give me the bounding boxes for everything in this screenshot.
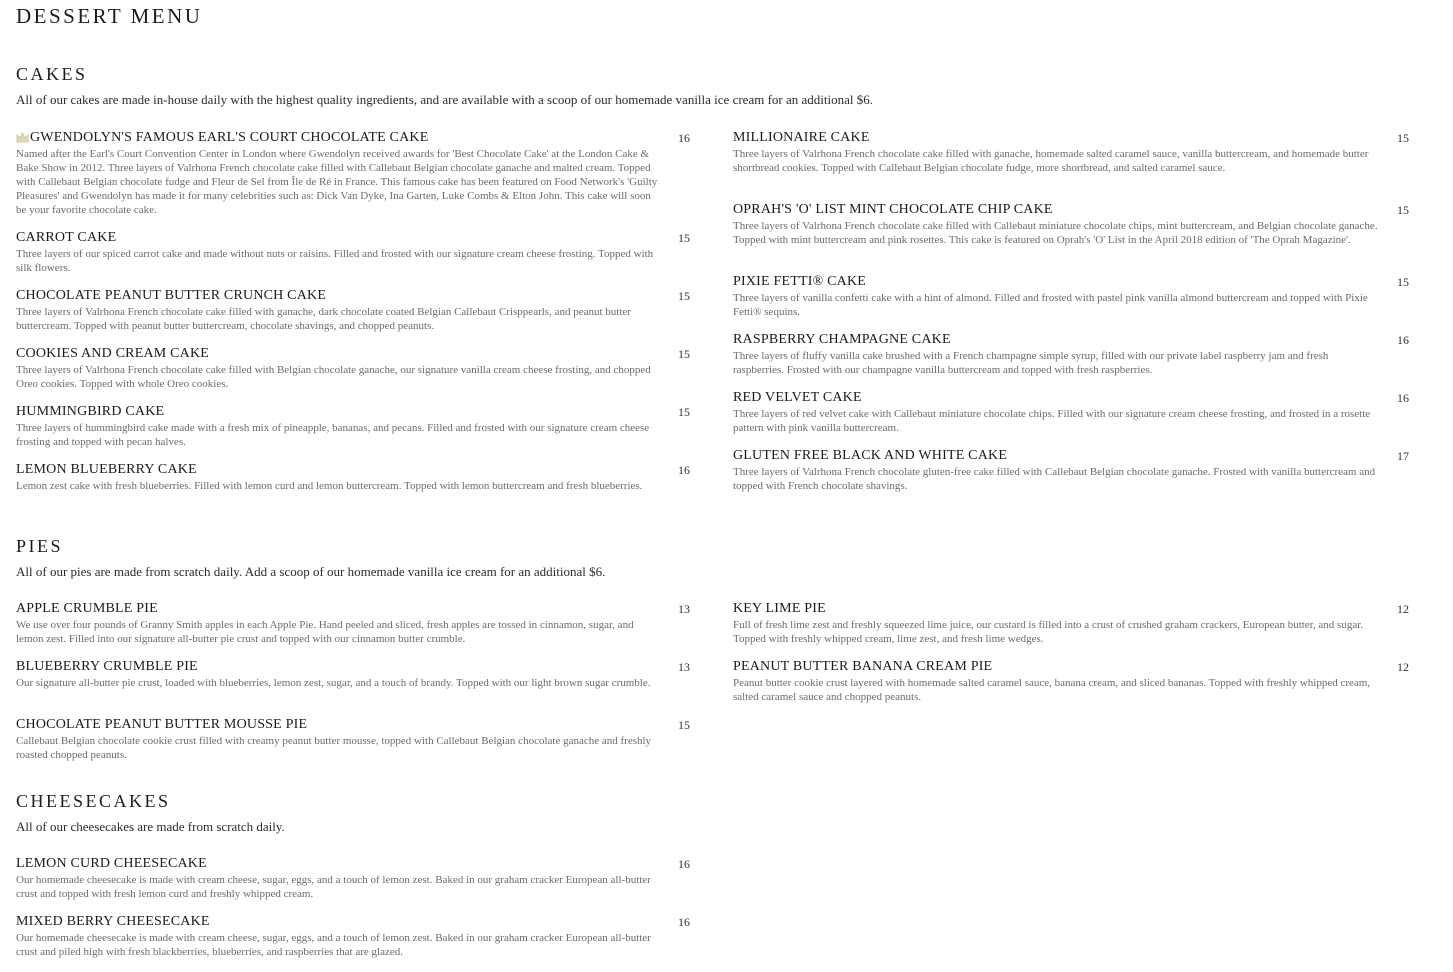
item-name: PEANUT BUTTER BANANA CREAM PIE [733,659,993,674]
crown-icon [16,132,29,144]
item-price: 15 [678,718,690,732]
item-price: 15 [1397,275,1409,289]
item-name: CHOCOLATE PEANUT BUTTER CRUNCH CAKE [16,288,327,303]
item-price: 16 [1397,391,1409,405]
section-intro-pies: All of our pies are made from scratch daily. Add a scoop of our homemade vanilla ice cream for an additional $6. [16,564,606,579]
item-description: Lemon zest cake with fresh blueberries. Filled with lemon curd and lemon buttercream. Topped with lemon buttercream and fresh blueberries. [16,480,643,492]
item-price: 13 [678,660,690,674]
section-intro-cheesecakes: All of our cheesecakes are made from scratch daily. [16,819,285,834]
menu-item [16,288,690,333]
menu-item [16,346,690,391]
item-description: Named after the Earl's Court Convention Center in London where Gwendolyn received awards for 'Best Chocolate Cake' at the London Cake & Bake Show in 2012. Three layers of Valrhona French chocolate cake filled with Callebaut Belgian chocolate ganache and malted cream. Topped with Callebaut Belgian chocolate fudge and Fleur de Sel from Île de Ré in France. This famous cake has been featured on Food Network's 'Guilty Pleasures' and Gwendolyn has made it for many celebrities such as: Dick Van Dyke, Ina Garten, Luke Combs & Elton John. This cake will soon be your favorite chocolate cake. [16,148,658,216]
item-name: HUMMINGBIRD CAKE [16,404,165,419]
item-description: Our signature all-butter pie crust, loaded with blueberries, lemon zest, sugar, and a touch of brandy. Topped with our light brown sugar crumble. [16,677,651,689]
item-price: 15 [678,405,690,419]
item-price: 17 [1397,449,1409,463]
item-name: CHOCOLATE PEANUT BUTTER MOUSSE PIE [16,717,308,732]
menu-item [733,332,1409,377]
menu-item [733,448,1409,493]
section-title-pies: PIES [16,536,64,556]
item-name: CARROT CAKE [16,230,117,245]
menu-item [16,404,690,449]
item-name: LEMON BLUEBERRY CAKE [16,462,197,477]
item-name: GWENDOLYN'S FAMOUS EARL'S COURT CHOCOLATE CAKE [30,130,429,145]
item-price: 15 [678,347,690,361]
item-name: MIXED BERRY CHEESECAKE [16,914,210,929]
item-price: 16 [678,857,690,871]
section-title-cheesecakes: CHEESECAKES [16,791,171,811]
item-description: Three layers of Valrhona French chocolate cake filled with ganache, homemade salted caramel sauce, vanilla buttercream, and homemade butter shortbread cookies. Topped with Callebaut Belgian chocolate fudge, more shortbread, and salted caramel sauce. [733,148,1369,174]
item-price: 12 [1397,602,1409,616]
item-description: We use over four pounds of Granny Smith apples in each Apple Pie. Hand peeled and sliced, fresh apples are tossed in cinnamon, sugar, and lemon zest. Filled into our signature all-butter pie crust and topped with our cinnamon butter crumble. [16,619,634,645]
item-description: Three layers of vanilla confetti cake with a hint of almond. Filled and frosted with pastel pink vanilla almond buttercream and topped with Pixie Fetti® sequins. [733,292,1368,318]
menu-item [16,717,690,762]
menu-item [16,230,690,275]
item-name: RED VELVET CAKE [733,390,862,405]
item-description: Our homemade cheesecake is made with cream cheese, sugar, eggs, and a touch of lemon zest. Baked in our graham cracker European all-butter crust and piled high with fresh blackberries, blueberries, and raspberries that are glazed. [16,932,651,958]
item-name: APPLE CRUMBLE PIE [16,601,158,616]
item-name: MILLIONAIRE CAKE [733,130,870,145]
item-description: Three layers of Valrhona French chocolate gluten-free cake filled with Callebaut Belgian chocolate ganache. Frosted with vanilla buttercream and topped with French chocolate shavings. [733,466,1376,492]
menu-item [16,914,690,959]
menu-item [733,601,1409,646]
menu-item [733,130,1409,175]
item-price: 15 [1397,131,1409,145]
item-name: COOKIES AND CREAM CAKE [16,346,210,361]
menu-item [16,856,690,901]
item-name: BLUEBERRY CRUMBLE PIE [16,659,198,674]
item-description: Three layers of fluffy vanilla cake brushed with a French champagne simple syrup, filled with our private label raspberry jam and fresh raspberries. Frosted with our champagne vanilla buttercream and topped with fresh raspberries. [733,350,1329,376]
item-price: 15 [678,231,690,245]
item-description: Three layers of Valrhona French chocolate cake filled with ganache, dark chocolate coated Belgian Callebaut Crisppearls, and peanut butter buttercream. Topped with peanut butter buttercream, chocolate shavings, and chopped peanuts. [16,306,631,332]
item-price: 15 [678,289,690,303]
menu-item [16,601,690,646]
section-title-cakes: CAKES [16,64,88,84]
item-price: 16 [678,131,690,145]
item-description: Three layers of Valrhona French chocolate cake filled with Belgian chocolate ganache, our signature vanilla cream cheese frosting, and chopped Oreo cookies. Topped with whole Oreo cookies. [16,364,651,390]
item-description: Three layers of Valrhona French chocolate cake filled with Callebaut miniature chocolate chips, mint buttercream, and Belgian chocolate ganache. Topped with mint buttercream and pink rosettes. This cake is featured on Oprah's 'O' List in the April 2018 edition of 'The Oprah Magazine'. [733,220,1378,246]
item-description: Callebaut Belgian chocolate cookie crust filled with creamy peanut butter mousse, topped with Callebaut Belgian chocolate ganache and freshly roasted chopped peanuts. [16,735,652,761]
item-description: Full of fresh lime zest and freshly squeezed lime juice, our custard is filled into a crust of crushed graham crackers, European butter, and sugar. Topped with freshly whipped cream, lime zest, and fresh lime wedges. [733,619,1364,645]
section-intro-cakes: All of our cakes are made in-house daily with the highest quality ingredients, and are available with a scoop of our homemade vanilla ice cream for an additional $6. [16,92,873,107]
menu-item [733,659,1409,704]
item-name: GLUTEN FREE BLACK AND WHITE CAKE [733,448,1008,463]
item-price: 13 [678,602,690,616]
menu-item [16,659,690,690]
item-name: KEY LIME PIE [733,601,826,616]
item-description: Our homemade cheesecake is made with cream cheese, sugar, eggs, and a touch of lemon zest. Baked in our graham cracker European all-butter crust and topped with fresh lemon curd and freshly whipped cream. [16,874,651,900]
item-price: 12 [1397,660,1409,674]
menu-item [733,390,1409,435]
item-price: 16 [678,463,690,477]
page-title: DESSERT MENU [16,4,203,28]
item-name: PIXIE FETTI® CAKE [733,274,867,289]
item-description: Three layers of red velvet cake with Callebaut miniature chocolate chips. Filled with our signature cream cheese frosting, and frosted in a rosette pattern with pink vanilla buttercream. [733,408,1371,434]
item-name: LEMON CURD CHEESECAKE [16,856,207,871]
item-description: Three layers of hummingbird cake made with a fresh mix of pineapple, bananas, and pecans. Filled and frosted with our signature cream cheese frosting and topped with pecan halves. [16,422,650,448]
menu-item [16,130,690,217]
menu-item [733,202,1409,247]
menu-item [16,462,690,493]
item-price: 16 [678,915,690,929]
item-description: Three layers of our spiced carrot cake and made without nuts or raisins. Filled and frosted with our signature cream cheese frosting. Topped with silk flowers. [16,248,654,274]
item-name: OPRAH'S 'O' LIST MINT CHOCOLATE CHIP CAKE [733,202,1053,217]
menu-item [733,274,1409,319]
item-price: 16 [1397,333,1409,347]
item-price: 15 [1397,203,1409,217]
item-description: Peanut butter cookie crust layered with homemade salted caramel sauce, banana cream, and sliced bananas. Topped with freshly whipped cream, salted caramel sauce and chopped peanuts. [733,677,1371,703]
item-name: RASPBERRY CHAMPAGNE CAKE [733,332,951,347]
